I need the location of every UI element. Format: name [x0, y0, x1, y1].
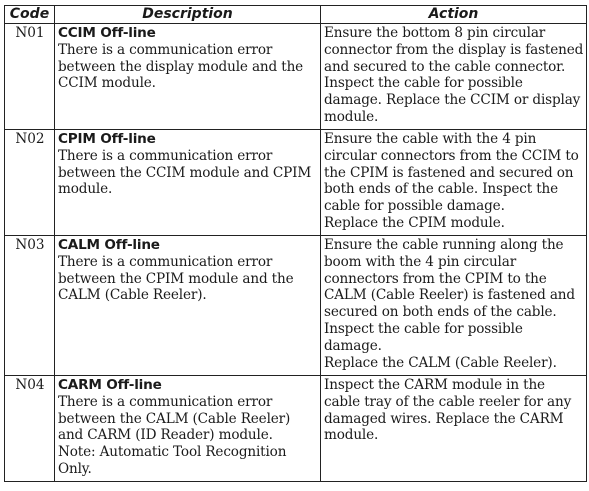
action-cell — [321, 236, 587, 376]
action-text: Replace the CALM (Cable Reeler). — [324, 354, 557, 371]
action-cell — [321, 376, 587, 482]
action-cell — [321, 130, 587, 236]
header-row — [5, 6, 587, 24]
description-cell — [55, 376, 321, 482]
action-text: Replace the CPIM module. — [324, 214, 505, 231]
error-description: There is a communication error between the display module and the CCIM module. — [58, 41, 304, 92]
table-row — [5, 130, 587, 236]
header-description: Description — [55, 6, 321, 24]
action-cell — [321, 24, 587, 130]
error-description: There is a communication error between the CCIM module and CPIM module. — [58, 147, 312, 198]
description-cell — [55, 236, 321, 376]
action-text: Ensure the cable running along the boom with the 4 pin circular connectors from the CPIM to the CALM (Cable Reeler) is fastened and secured on both ends of the cable. — [324, 237, 575, 321]
error-title: CPIM Off-line — [58, 131, 156, 147]
error-code: N04 — [5, 376, 55, 482]
action-text: Inspect the cable for possible damage. — [324, 320, 523, 354]
error-code: N02 — [5, 130, 55, 236]
error-code: N01 — [5, 24, 55, 130]
error-title: CARM Off-line — [58, 377, 162, 393]
description-cell — [55, 24, 321, 130]
action-text: Ensure the cable with the 4 pin circular connectors from the CCIM to the CPIM is fastened and secured on both ends of the cable. Inspect the cable for possible damage. — [324, 131, 579, 215]
table-row — [5, 376, 587, 482]
description-cell — [55, 130, 321, 236]
error-title: CALM Off-line — [58, 237, 160, 253]
error-description: There is a communication error between the CPIM module and the CALM (Cable Reeler). — [58, 253, 294, 304]
header-action: Action — [321, 6, 587, 24]
action-text: Ensure the bottom 8 pin circular connector from the display is fastened and secured to the cable connector. Inspect the cable for possible damage. Replace the CCIM or display module. — [324, 25, 584, 125]
error-code-table — [4, 5, 587, 482]
table-row — [5, 24, 587, 130]
error-title: CCIM Off-line — [58, 25, 156, 41]
error-code: N03 — [5, 236, 55, 376]
table-row — [5, 236, 587, 376]
error-description: There is a communication error between the CALM (Cable Reeler) and CARM (ID Reader) module. — [58, 393, 291, 444]
action-text: Inspect the CARM module in the cable tray of the cable reeler for any damaged wires. Replace the CARM module. — [324, 377, 572, 444]
header-code: Code — [5, 6, 55, 24]
error-note: Note: Automatic Tool Recognition Only. — [58, 444, 287, 477]
